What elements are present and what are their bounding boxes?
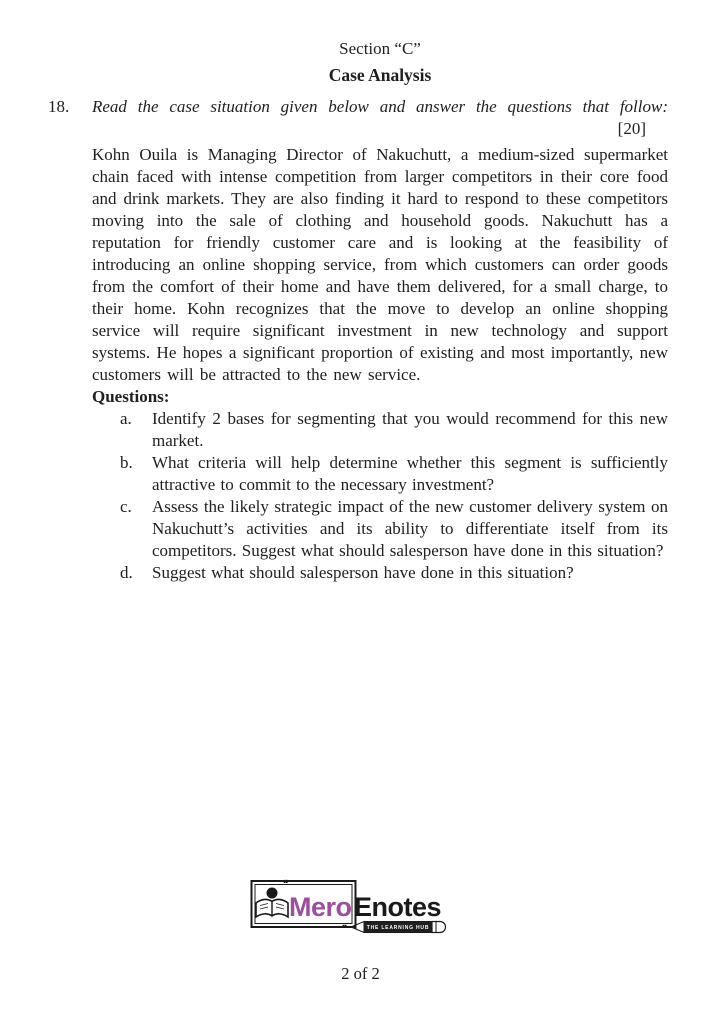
brand-name-enotes: Enotes: [354, 892, 442, 922]
question-body: [92, 96, 668, 584]
marks-value: [20]: [617, 119, 646, 138]
sub-question-letter: a.: [120, 409, 132, 428]
case-analysis-heading: Case Analysis: [328, 65, 432, 85]
brand-logo: [250, 876, 452, 936]
pencil-icon: [351, 922, 446, 933]
sub-question-text: Identify 2 bases for segmenting that you would recommend for this new market.: [152, 409, 668, 450]
sub-question-text: Assess the likely strategic impact of the new customer delivery system on Nakuchutt’s activities and its ability to differentiate itself from its competitors. Suggest what should salesperson have done in this situation?: [152, 497, 668, 560]
page-number: 2 of 2: [341, 964, 380, 983]
section-heading: Section “C”: [339, 39, 421, 58]
case-paragraph: Kohn Ouila is Managing Director of Nakuchutt, a medium-sized supermarket chain faced with intense competition from larger competitors in their core food and drink markets. They are also finding it hard to respond to these competitors moving into the sale of clothing and household goods. Nakuchutt has a reputation for friendly customer care and is looking at the feasibility of introducing an online shopping service, from which customers can order goods from the comfort of their home and have them delivered, for a small charge, to their home. Kohn recognizes that the move to develop an online shopping service will require significant investment in new technology and support systems. He hopes a significant proportion of existing and most importantly, new customers will be attracted to the new service.: [92, 145, 668, 384]
sub-question-text: Suggest what should salesperson have done in this situation?: [152, 563, 574, 582]
questions-label: Questions:: [92, 387, 170, 406]
sub-question-b: [120, 452, 668, 496]
sub-question-c: [120, 496, 668, 562]
page-headings: [92, 36, 668, 88]
sub-question-letter: d.: [120, 563, 133, 582]
sub-question-letter: c.: [120, 497, 132, 516]
sub-question-letter: b.: [120, 453, 133, 472]
question-number: 18.: [48, 97, 70, 116]
sub-question-d: [120, 562, 668, 584]
brand-name-mero: Mero: [289, 892, 352, 922]
question-18: [48, 96, 668, 584]
quote-close-icon: ❞: [342, 924, 348, 935]
quote-open-icon: ❝: [283, 879, 289, 890]
brand-logo-graphic: [250, 876, 452, 936]
sub-question-text: What criteria will help determine whether this segment is sufficiently attractive to commit to the necessary investment?: [152, 453, 668, 494]
sub-question-a: [120, 408, 668, 452]
brand-tagline: THE LEARNING HUB: [366, 924, 430, 931]
question-instruction: Read the case situation given below and answer the questions that follow:: [92, 97, 668, 116]
